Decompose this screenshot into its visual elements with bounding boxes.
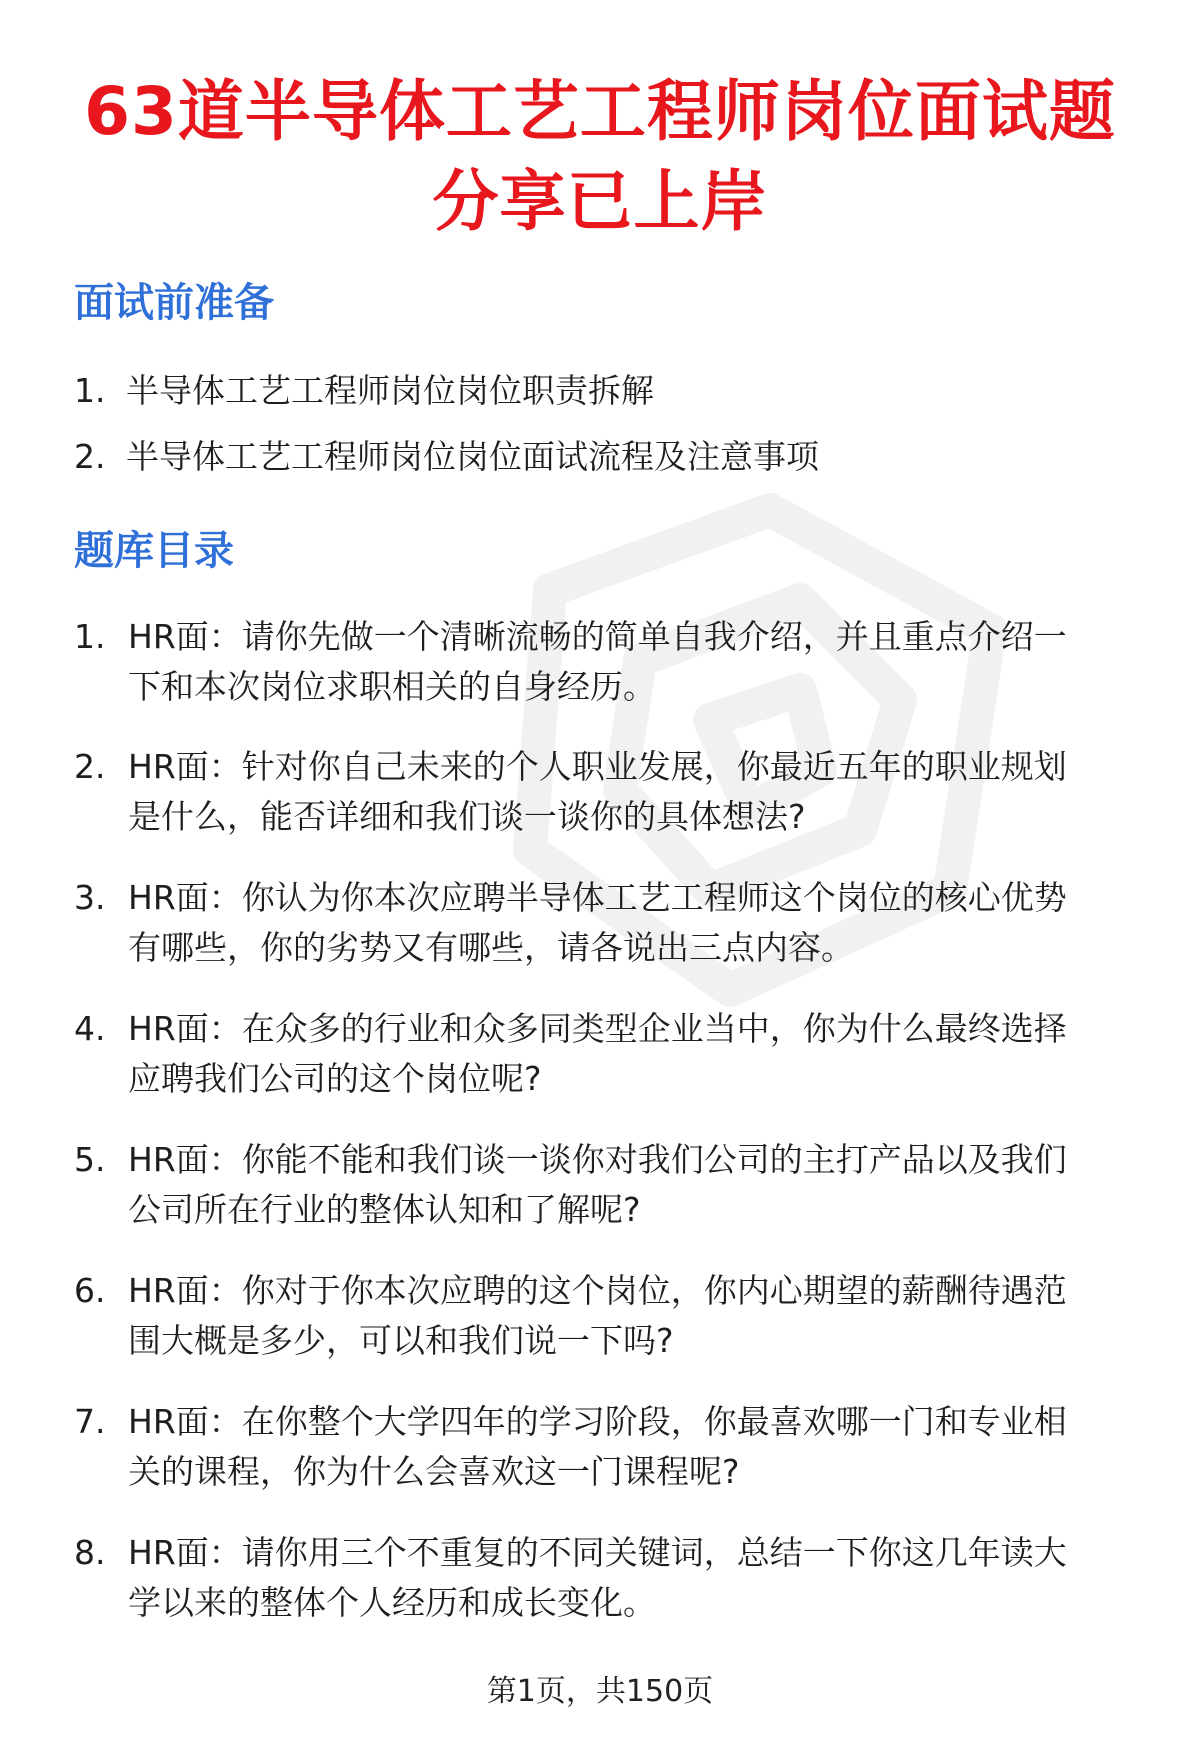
list-item-text: 半导体工艺工程师岗位岗位面试流程及注意事项 xyxy=(126,437,819,476)
question-text: HR面：在众多的行业和众多同类型企业当中，你为什么最终选择 应聘我们公司的这个岗位呢? xyxy=(128,1009,1067,1098)
question-text: HR面：你对于你本次应聘的这个岗位，你内心期望的薪酬待遇范 围大概是多少，可以和我们说一下吗? xyxy=(128,1271,1067,1360)
question-text: HR面：你认为你本次应聘半导体工艺工程师这个岗位的核心优势 有哪些，你的劣势又有哪些，请各说出三点内容。 xyxy=(128,878,1067,967)
question-number: 7. xyxy=(74,1402,106,1441)
question-number: 1. xyxy=(74,617,106,656)
question-number: 4. xyxy=(74,1009,106,1048)
question-number: 3. xyxy=(74,878,106,917)
question-number: 5. xyxy=(74,1140,106,1179)
question-number: 6. xyxy=(74,1271,106,1310)
question-text: HR面：你能不能和我们谈一谈你对我们公司的主打产品以及我们 公司所在行业的整体认知和了解呢? xyxy=(128,1140,1067,1229)
question-text: HR面：请你用三个不重复的不同关键词，总结一下你这几年读大 学以来的整体个人经历和成长变化。 xyxy=(128,1533,1067,1622)
page-footer: 第1页，共150页 xyxy=(486,1674,714,1709)
list-item-number: 2. xyxy=(74,437,106,476)
question-text: HR面：在你整个大学四年的学习阶段，你最喜欢哪一门和专业相 关的课程，你为什么会喜欢这一门课程呢? xyxy=(128,1402,1067,1491)
question-number: 2. xyxy=(74,747,106,786)
question-text: HR面：针对你自己未来的个人职业发展，你最近五年的职业规划 是什么，能否详细和我们谈一谈你的具体想法? xyxy=(128,747,1067,836)
section-heading-catalog: 题库目录 xyxy=(74,528,234,574)
document-title-line2: 分享已上岸 xyxy=(432,163,768,240)
document-title-line1: 63道半导体工艺工程师岗位面试题 xyxy=(84,73,1116,150)
list-item-number: 1. xyxy=(74,371,106,410)
section-heading-prep: 面试前准备 xyxy=(74,280,274,326)
list-item-text: 半导体工艺工程师岗位岗位职责拆解 xyxy=(126,371,654,410)
question-text: HR面：请你先做一个清晰流畅的简单自我介绍，并且重点介绍一 下和本次岗位求职相关的自身经历。 xyxy=(128,617,1067,706)
question-number: 8. xyxy=(74,1533,106,1572)
